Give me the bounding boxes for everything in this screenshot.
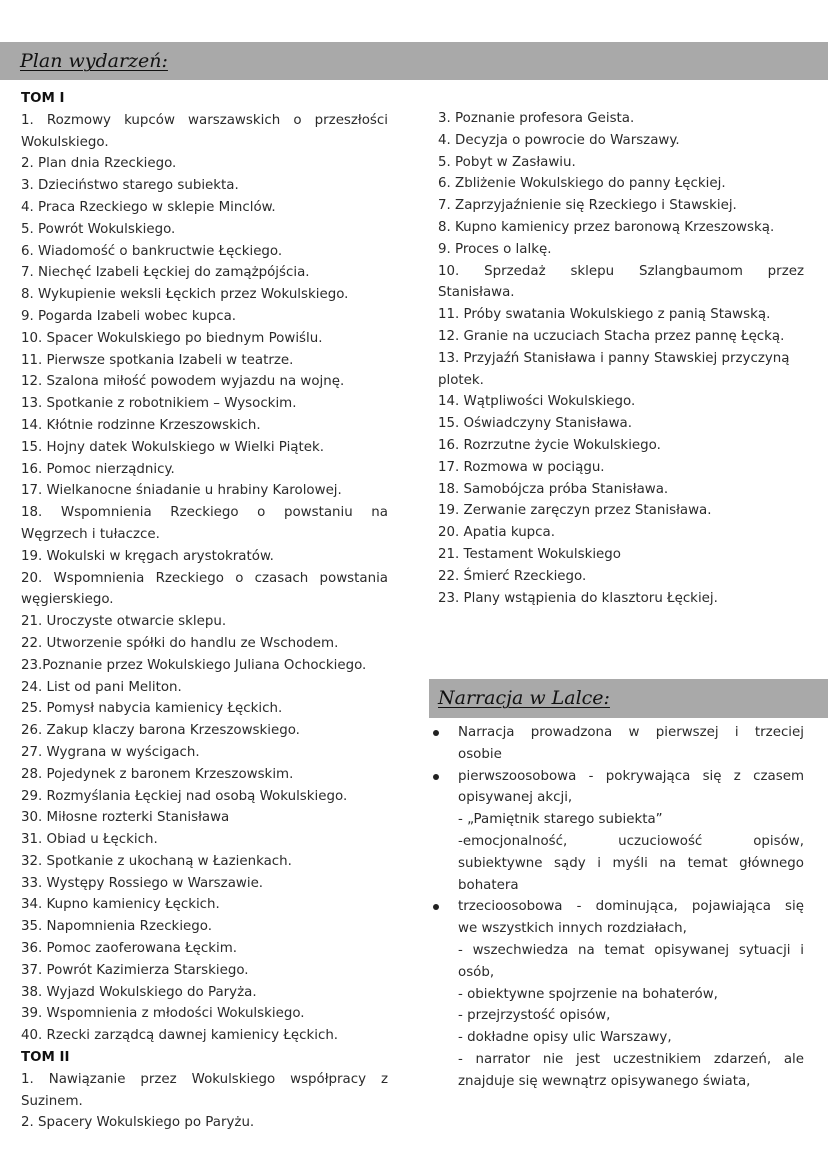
list-item-line: 14. Wątpliwości Wokulskiego.: [438, 394, 636, 410]
section-title-narracja: Narracja w Lalce:: [438, 687, 610, 709]
list-item-line: 15. Oświadczyny Stanisława.: [438, 416, 632, 432]
list-item-line: plotek.: [438, 372, 484, 388]
list-item-line: 11. Pierwsze spotkania Izabeli w teatrze.: [21, 352, 294, 368]
event-item: [21, 175, 388, 197]
list-item-line: 34. Kupno kamienicy Łęckich.: [21, 897, 220, 913]
event-item: [21, 350, 388, 372]
event-item: [438, 588, 804, 610]
list-item-line: 17. Wielkanocne śniadanie u hrabiny Karolowej.: [21, 483, 342, 499]
event-item: [438, 304, 804, 326]
bullet-line: - dokładne opisy ulic Warszawy,: [458, 1030, 672, 1046]
bullet-line: pierwszoosobowa - pokrywająca się z czasem: [458, 768, 804, 784]
event-item: [21, 1025, 388, 1047]
event-item: [21, 742, 388, 764]
bullet-line: osób,: [458, 964, 495, 980]
event-item: [21, 698, 388, 720]
volume-label-tom2: TOM II: [21, 1050, 70, 1066]
narracja-list: [433, 722, 804, 1093]
list-item-line: 11. Próby swatania Wokulskiego z panią Stawską.: [438, 307, 771, 323]
event-item: [438, 479, 804, 501]
bullet-line: subiektywne sądy i myśli na temat głównego: [458, 855, 804, 871]
bullet-line: bohatera: [458, 877, 519, 893]
list-item-line: 1. Nawiązanie przez Wokulskiego współpracy z: [21, 1071, 388, 1087]
list-item-line: 40. Rzecki zarządcą dawnej kamienicy Łęckich.: [21, 1028, 339, 1044]
section-title-plan: Plan wydarzeń:: [20, 50, 168, 72]
event-item: [21, 437, 388, 459]
event-item: [21, 568, 388, 612]
event-item: [21, 938, 388, 960]
list-item-line: 12. Granie na uczuciach Stacha przez pannę Łęcką.: [438, 328, 785, 344]
event-item: [21, 894, 388, 916]
event-item: [21, 807, 388, 829]
event-item: [21, 328, 388, 350]
narracja-bullet-item: [433, 722, 804, 766]
list-item-line: 38. Wyjazd Wokulskiego do Paryża.: [21, 984, 257, 1000]
list-item-line: Stanisława.: [438, 285, 515, 301]
list-item-line: 24. List od pani Meliton.: [21, 679, 182, 695]
list-item-line: 4. Praca Rzeckiego w sklepie Minclów.: [21, 199, 276, 215]
list-item-line: 21. Testament Wokulskiego: [438, 546, 621, 562]
list-item-line: 17. Rozmowa w pociągu.: [438, 459, 605, 475]
list-item-line: 37. Powrót Kazimierza Starskiego.: [21, 962, 249, 978]
event-item: [21, 219, 388, 241]
bullet-dot-icon: [433, 774, 439, 780]
bullet-line: - przejrzystość opisów,: [458, 1008, 611, 1024]
event-item: [21, 851, 388, 873]
list-item-line: 28. Pojedynek z baronem Krzeszowskim.: [21, 766, 294, 782]
bullet-line: - obiektywne spojrzenie na bohaterów,: [458, 986, 718, 1002]
bullet-line: - narrator nie jest uczestnikiem zdarzeń, ale: [458, 1051, 804, 1067]
event-item: [21, 677, 388, 699]
event-item: [21, 284, 388, 306]
event-item: [21, 480, 388, 502]
event-item: [21, 1069, 388, 1113]
bullet-line: znajduje się wewnątrz opisywanego świata,: [458, 1073, 751, 1089]
event-item: [21, 1003, 388, 1025]
list-item-line: 19. Zerwanie zaręczyn przez Stanisława.: [438, 503, 712, 519]
bullet-line: - „Pamiętnik starego subiekta”: [458, 812, 663, 828]
list-item-line: 23.Poznanie przez Wokulskiego Juliana Ochockiego.: [21, 657, 367, 673]
event-item: [438, 326, 804, 348]
list-item-line: 26. Zakup klaczy barona Krzeszowskiego.: [21, 723, 300, 739]
list-item-line: 16. Rozrzutne życie Wokulskiego.: [438, 437, 661, 453]
bullet-line: we wszystkich innych rozdziałach,: [458, 921, 687, 937]
event-item: [21, 262, 388, 284]
event-item: [438, 261, 804, 305]
event-item: [21, 153, 388, 175]
list-item-line: 35. Napomnienia Rzeckiego.: [21, 919, 212, 935]
event-item: [438, 413, 804, 435]
event-item: [21, 982, 388, 1004]
event-item: [438, 457, 804, 479]
event-item: [21, 611, 388, 633]
list-item-line: 3. Dzieciństwo starego subiekta.: [21, 178, 239, 194]
event-item: [21, 764, 388, 786]
bullet-line: osobie: [458, 746, 502, 762]
list-item-line: 29. Rozmyślania Łęckiej nad osobą Wokulskiego.: [21, 788, 348, 804]
event-item: [21, 459, 388, 481]
event-item: [21, 546, 388, 568]
bullet-line: trzecioosobowa - dominująca, pojawiająca się: [458, 899, 804, 915]
list-item-line: 8. Kupno kamienicy przez baronową Krzeszowską.: [438, 219, 775, 235]
event-item: [438, 239, 804, 261]
list-item-line: Wokulskiego.: [21, 134, 109, 150]
event-item: [21, 873, 388, 895]
event-item: [438, 217, 804, 239]
event-item: [21, 1112, 388, 1134]
event-item: [438, 173, 804, 195]
event-item: [21, 829, 388, 851]
event-item: [21, 786, 388, 808]
bullet-line: -emocjonalność, uczuciowość opisów,: [458, 833, 804, 849]
list-item-line: 13. Spotkanie z robotnikiem – Wysockim.: [21, 396, 297, 412]
list-item-line: 7. Niechęć Izabeli Łęckiej do zamążpójścia.: [21, 265, 310, 281]
event-item: [21, 371, 388, 393]
bullet-line: opisywanej akcji,: [458, 790, 573, 806]
list-item-line: 18. Wspomnienia Rzeckiego o powstaniu na: [21, 505, 388, 521]
list-item-line: Węgrzech i tułaczce.: [21, 526, 160, 542]
list-item-line: 33. Występy Rossiego w Warszawie.: [21, 875, 264, 891]
list-item-line: 6. Wiadomość o bankructwie Łęckiego.: [21, 243, 283, 259]
list-item-line: 3. Poznanie profesora Geista.: [438, 111, 635, 126]
narracja-bullet-item: [433, 766, 804, 897]
list-item-line: 2. Spacery Wokulskiego po Paryżu.: [21, 1115, 255, 1131]
list-item-line: węgierskiego.: [21, 592, 114, 608]
list-item-line: Suzinem.: [21, 1093, 83, 1109]
list-item-line: 13. Przyjaźń Stanisława i panny Stawskiej przyczyną: [438, 350, 790, 366]
event-item: [21, 415, 388, 437]
list-item-line: 8. Wykupienie weksli Łęckich przez Wokulskiego.: [21, 287, 349, 303]
list-item-line: 2. Plan dnia Rzeckiego.: [21, 156, 177, 172]
list-item-line: 9. Pogarda Izabeli wobec kupca.: [21, 308, 237, 324]
event-item: [438, 435, 804, 457]
event-item: [438, 152, 804, 174]
list-item-line: 31. Obiad u Łęckich.: [21, 832, 158, 848]
list-item-line: 10. Sprzedaż sklepu Szlangbaumom przez: [438, 263, 804, 279]
section-header-narracja: [429, 679, 828, 718]
section-header-plan: [0, 42, 828, 80]
event-item: [21, 393, 388, 415]
list-item-line: 7. Zaprzyjaźnienie się Rzeckiego i Stawskiej.: [438, 198, 737, 214]
event-item: [21, 655, 388, 677]
list-item-line: 15. Hojny datek Wokulskiego w Wielki Piątek.: [21, 439, 325, 455]
list-item-line: 5. Powrót Wokulskiego.: [21, 221, 176, 237]
event-item: [438, 522, 804, 544]
list-item-line: 6. Zbliżenie Wokulskiego do panny Łęckiej.: [438, 176, 726, 192]
bullet-line: Narracja prowadzona w pierwszej i trzeciej: [458, 725, 804, 740]
event-item: [21, 720, 388, 742]
list-item-line: 18. Samobójcza próba Stanisława.: [438, 481, 669, 497]
list-item-line: 21. Uroczyste otwarcie sklepu.: [21, 614, 227, 630]
list-item-line: 27. Wygrana w wyścigach.: [21, 744, 200, 760]
list-item-line: 30. Miłosne rozterki Stanisława: [21, 810, 230, 826]
list-item-line: 32. Spotkanie z ukochaną w Łazienkach.: [21, 853, 292, 869]
plan-column-left: [21, 88, 388, 1134]
list-item-line: 4. Decyzja o powrocie do Warszawy.: [438, 132, 680, 148]
event-item: [21, 960, 388, 982]
list-item-line: 36. Pomoc zaoferowana Łęckim.: [21, 941, 237, 957]
list-item-line: 39. Wspomnienia z młodości Wokulskiego.: [21, 1006, 305, 1022]
list-item-line: 9. Proces o lalkę.: [438, 241, 552, 257]
event-item: [438, 544, 804, 566]
event-item: [21, 633, 388, 655]
list-item-line: 20. Wspomnienia Rzeckiego o czasach powstania: [21, 570, 388, 586]
event-item: [438, 566, 804, 588]
narracja-bullet-item: [433, 896, 804, 1092]
bullet-dot-icon: [433, 730, 439, 736]
list-item-line: 20. Apatia kupca.: [438, 525, 556, 541]
list-item-line: 22. Śmierć Rzeckiego.: [438, 568, 587, 584]
list-item-line: 19. Wokulski w kręgach arystokratów.: [21, 548, 274, 564]
event-item: [438, 108, 804, 130]
event-item: [21, 306, 388, 328]
list-item-line: 5. Pobyt w Zasławiu.: [438, 154, 576, 170]
volume-label-tom1: TOM I: [21, 91, 65, 106]
event-item: [21, 502, 388, 546]
event-item: [438, 348, 804, 392]
event-item: [438, 500, 804, 522]
list-item-line: 22. Utworzenie spółki do handlu ze Wschodem.: [21, 635, 339, 651]
event-item: [21, 197, 388, 219]
list-item-line: 1. Rozmowy kupców warszawskich o przeszłości: [21, 112, 388, 128]
list-item-line: 12. Szalona miłość powodem wyjazdu na wojnę.: [21, 374, 345, 390]
event-item: [438, 391, 804, 413]
list-item-line: 25. Pomysł nabycia kamienicy Łęckich.: [21, 701, 283, 717]
plan-column-right: [438, 108, 804, 609]
event-item: [21, 241, 388, 263]
list-item-line: 14. Kłótnie rodzinne Krzeszowskich.: [21, 417, 261, 433]
bullet-line: - wszechwiedza na temat opisywanej sytuacji i: [458, 942, 804, 958]
event-item: [21, 110, 388, 154]
event-item: [438, 195, 804, 217]
list-item-line: 10. Spacer Wokulskiego po biednym Powiślu.: [21, 330, 323, 346]
list-item-line: 16. Pomoc nierządnicy.: [21, 461, 175, 477]
list-item-line: 23. Plany wstąpienia do klasztoru Łęckiej.: [438, 590, 718, 606]
bullet-dot-icon: [433, 904, 439, 910]
event-item: [438, 130, 804, 152]
event-item: [21, 916, 388, 938]
